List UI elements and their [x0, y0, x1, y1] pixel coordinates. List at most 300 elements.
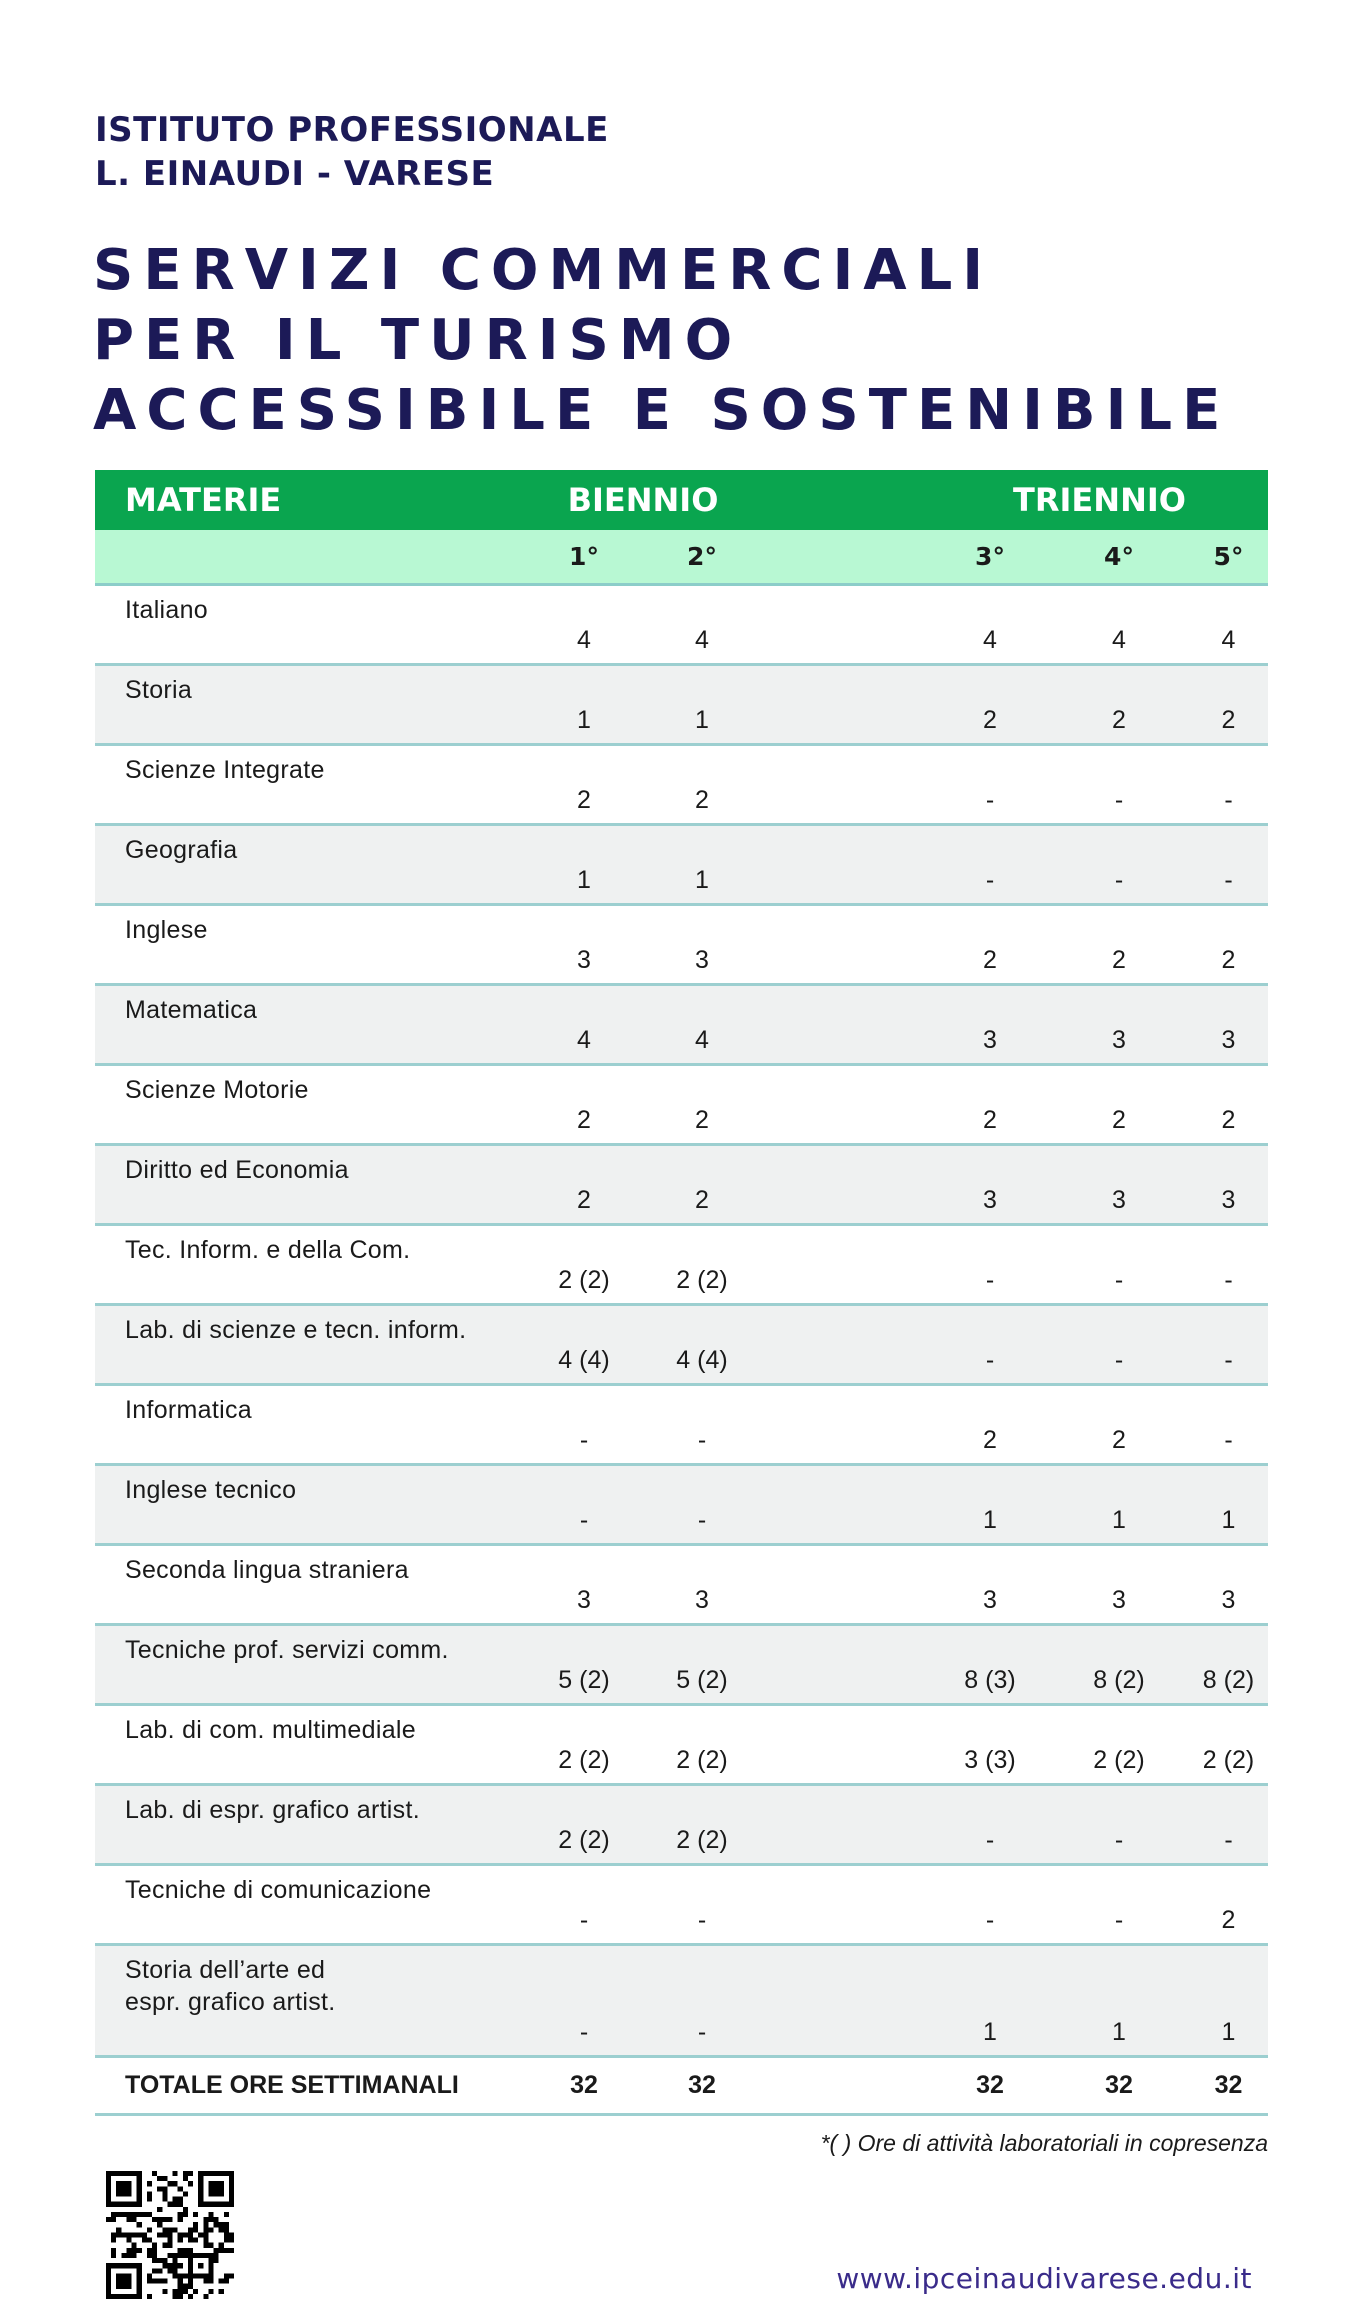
hours-cell: -	[697, 1506, 707, 1534]
qr-module	[219, 2227, 224, 2232]
hours-cell: 1	[577, 706, 591, 734]
qr-module	[183, 2232, 188, 2237]
hours-cell: 2	[1112, 1426, 1126, 1454]
qr-module	[126, 2253, 131, 2258]
hours-cell: 2 (2)	[558, 1746, 610, 1774]
hours-cell: 2	[695, 1186, 709, 1214]
qr-module	[132, 2253, 137, 2258]
hours-cell: -	[1114, 786, 1124, 814]
hours-cell: -	[1224, 866, 1233, 894]
hours-cell: 3	[577, 1586, 591, 1614]
qr-module	[173, 2268, 178, 2273]
qr-module	[167, 2253, 172, 2258]
subject-name: Geografia	[125, 836, 238, 864]
qr-module	[132, 2248, 137, 2253]
hours-cell: -	[985, 1266, 995, 1294]
qr-module	[178, 2232, 183, 2237]
qr-module	[162, 2217, 167, 2222]
qr-module	[193, 2212, 198, 2217]
qr-module	[126, 2212, 131, 2217]
qr-module	[126, 2248, 131, 2253]
subject-name: Inglese tecnico	[125, 1476, 297, 1504]
hours-cell: -	[1224, 1266, 1233, 1294]
hours-cell: -	[579, 1506, 589, 1534]
website-link[interactable]: www.ipceinaudivarese.edu.it	[836, 2262, 1252, 2295]
qr-module	[157, 2207, 162, 2212]
qr-module	[183, 2171, 188, 2176]
qr-module	[178, 2284, 183, 2289]
qr-module	[147, 2248, 152, 2253]
table-row	[95, 1466, 1268, 1546]
hours-cell: 2 (2)	[558, 1826, 610, 1854]
qr-module	[147, 2253, 152, 2258]
qr-module	[162, 2176, 167, 2181]
subject-name: Storia	[125, 676, 193, 704]
year-3: 3°	[975, 542, 1005, 571]
subject-name: Seconda lingua straniera	[125, 1556, 409, 1584]
year-1: 1°	[569, 542, 599, 571]
page-footer	[95, 2116, 1268, 2299]
qr-module	[203, 2227, 208, 2232]
qr-module	[173, 2253, 178, 2258]
qr-module	[178, 2253, 183, 2258]
qr-module	[224, 2212, 229, 2217]
qr-module	[157, 2222, 162, 2227]
hours-cell: 4	[695, 626, 709, 654]
qr-module	[152, 2279, 157, 2284]
hours-cell: -	[697, 1906, 707, 1934]
subject-name: Tec. Inform. e della Com.	[125, 1236, 411, 1264]
qr-module	[208, 2289, 213, 2294]
qr-module	[147, 2197, 152, 2202]
qr-module	[157, 2217, 162, 2222]
qr-module	[203, 2238, 208, 2243]
hours-cell: 3	[983, 1186, 997, 1214]
qr-module	[157, 2176, 162, 2181]
table-row	[95, 586, 1268, 666]
qr-module	[219, 2248, 224, 2253]
qr-module	[224, 2238, 229, 2243]
qr-module	[167, 2232, 172, 2237]
qr-module	[132, 2217, 137, 2222]
qr-module	[229, 2273, 234, 2278]
subject-name: Diritto ed Economia	[125, 1156, 349, 1184]
qr-module	[162, 2197, 167, 2202]
qr-module	[214, 2253, 219, 2258]
hours-cell: 5 (2)	[676, 1666, 728, 1694]
table-total-row	[95, 2058, 1268, 2116]
hours-cell: 3	[1112, 1586, 1126, 1614]
qr-module	[111, 2232, 116, 2237]
hours-cell: 4	[983, 626, 997, 654]
qr-module	[157, 2232, 162, 2237]
hours-cell: 1	[577, 866, 591, 894]
table-row	[95, 1946, 1268, 2058]
qr-module	[147, 2279, 152, 2284]
hours-cell: 2 (2)	[1202, 1746, 1255, 1774]
qr-module	[208, 2212, 213, 2217]
qr-module	[167, 2227, 172, 2232]
footnote: *( ) Ore di attività laboratoriali in copresenza	[820, 2130, 1268, 2156]
hours-cell: 2	[1112, 946, 1126, 974]
qr-module	[137, 2232, 142, 2237]
qr-module	[224, 2248, 229, 2253]
hours-cell: 2	[1221, 1106, 1236, 1134]
qr-module	[167, 2217, 172, 2222]
qr-module	[188, 2232, 193, 2237]
hours-cell: 4	[695, 1026, 709, 1054]
header-biennio: BIENNIO	[567, 481, 719, 519]
header-triennio: TRIENNIO	[1013, 481, 1186, 519]
qr-module	[173, 2273, 178, 2278]
institute-line-1: ISTITUTO PROFESSIONALE	[95, 110, 609, 150]
subject-name: Inglese	[125, 916, 208, 944]
table-row	[95, 1786, 1268, 1866]
subject-name-line: espr. grafico artist.	[125, 1988, 336, 2016]
hours-cell: 2	[577, 786, 591, 814]
qr-module	[111, 2248, 116, 2253]
header-materie: MATERIE	[125, 481, 282, 519]
qr-module	[214, 2248, 219, 2253]
table-row	[95, 1626, 1268, 1706]
qr-module	[178, 2263, 183, 2268]
hours-cell: 3	[1221, 1026, 1236, 1054]
hours-cell: -	[579, 1426, 589, 1454]
qr-module	[208, 2243, 213, 2248]
qr-module	[167, 2268, 172, 2273]
qr-module	[162, 2191, 167, 2196]
qr-module	[162, 2227, 167, 2232]
qr-module	[142, 2212, 147, 2217]
hours-cell: -	[985, 1906, 995, 1934]
year-5: 5°	[1213, 542, 1244, 571]
qr-module	[167, 2263, 172, 2268]
hours-cell: 4 (4)	[558, 1346, 610, 1374]
hours-cell: 1	[1221, 1506, 1236, 1534]
hours-cell: -	[579, 2018, 589, 2046]
qr-module	[132, 2243, 137, 2248]
qr-module	[147, 2181, 152, 2186]
qr-module	[183, 2253, 188, 2258]
hours-cell: 1	[983, 1506, 997, 1534]
hours-cell: 2	[1112, 1106, 1126, 1134]
qr-module	[116, 2232, 121, 2237]
hours-cell: 4	[1221, 626, 1236, 654]
qr-module	[203, 2294, 208, 2299]
qr-module	[137, 2222, 142, 2227]
qr-module	[219, 2222, 224, 2227]
qr-module	[167, 2181, 172, 2186]
hours-cell: 2	[983, 1426, 997, 1454]
hours-cell: -	[1114, 1266, 1124, 1294]
hours-cell: 4 (4)	[676, 1346, 728, 1374]
hours-cell: 2	[1221, 1906, 1236, 1934]
total-value: 32	[976, 2071, 1004, 2099]
qr-module	[173, 2171, 178, 2176]
qr-module	[183, 2289, 188, 2294]
hours-cell: 8 (2)	[1093, 1666, 1145, 1694]
table-header-row	[95, 470, 1268, 530]
hours-cell: -	[579, 1906, 589, 1934]
qr-module	[157, 2258, 162, 2263]
hours-cell: 2	[1221, 706, 1236, 734]
hours-cell: -	[985, 786, 995, 814]
qr-module	[137, 2212, 142, 2217]
qr-module	[162, 2263, 167, 2268]
qr-module	[203, 2232, 208, 2237]
qr-module	[152, 2243, 157, 2248]
qr-module	[178, 2289, 183, 2294]
hours-cell: 2	[983, 1106, 997, 1134]
qr-module	[157, 2186, 162, 2191]
qr-module	[178, 2279, 183, 2284]
qr-module	[126, 2217, 131, 2222]
hours-cell: 3	[983, 1586, 997, 1614]
qr-module	[178, 2273, 183, 2278]
hours-cell: 2	[695, 786, 709, 814]
qr-module	[173, 2289, 178, 2294]
hours-cell: 4	[1112, 626, 1126, 654]
qr-module	[219, 2243, 224, 2248]
hours-cell: 8 (2)	[1202, 1666, 1255, 1694]
qr-module	[188, 2238, 193, 2243]
qr-module	[162, 2243, 167, 2248]
hours-cell: 3	[695, 1586, 709, 1614]
qr-module	[178, 2217, 183, 2222]
qr-module	[193, 2289, 198, 2294]
qr-module	[183, 2191, 188, 2196]
qr-module	[116, 2212, 121, 2217]
subject-name: Lab. di espr. grafico artist.	[125, 1796, 420, 1824]
qr-module	[183, 2212, 188, 2217]
total-value: 32	[570, 2071, 598, 2099]
qr-module	[178, 2294, 183, 2299]
qr-module	[183, 2207, 188, 2212]
qr-module	[219, 2289, 224, 2294]
course-title-line-1: SERVIZI COMMERCIALI	[93, 238, 994, 303]
qr-module	[111, 2238, 116, 2243]
table-row	[95, 1706, 1268, 1786]
qr-module	[116, 2227, 121, 2232]
qr-module	[193, 2222, 198, 2227]
qr-module	[116, 2273, 131, 2288]
hours-cell: -	[1114, 1346, 1124, 1374]
qr-module	[162, 2279, 167, 2284]
qr-module	[188, 2171, 193, 2176]
subject-name: Scienze Motorie	[125, 1076, 309, 1104]
hours-cell: -	[985, 866, 995, 894]
qr-module	[178, 2238, 183, 2243]
qr-module	[152, 2171, 157, 2176]
qr-module	[121, 2232, 126, 2237]
hours-cell: 3	[1221, 1186, 1236, 1214]
qr-module	[132, 2212, 137, 2217]
hours-cell: -	[985, 1346, 995, 1374]
qr-module	[173, 2294, 178, 2299]
qr-module	[203, 2279, 208, 2284]
total-label: TOTALE ORE SETTIMANALI	[125, 2071, 459, 2099]
hours-cell: 2	[577, 1106, 591, 1134]
qr-module	[198, 2232, 203, 2237]
qr-module	[183, 2273, 188, 2278]
qr-module	[188, 2294, 193, 2299]
qr-module	[214, 2258, 219, 2263]
course-title	[93, 236, 1230, 446]
qr-module	[173, 2227, 178, 2232]
course-title-line-3: ACCESSIBILE E SOSTENIBILE	[93, 378, 1231, 443]
qr-module	[147, 2238, 152, 2243]
qr-module	[193, 2227, 198, 2232]
qr-module	[208, 2217, 213, 2222]
qr-module	[126, 2238, 131, 2243]
qr-module	[147, 2212, 152, 2217]
qr-module	[224, 2227, 229, 2232]
subject-name	[95, 1954, 525, 2018]
qr-module	[162, 2258, 167, 2263]
qr-module	[157, 2268, 162, 2273]
hours-cell: -	[1224, 786, 1233, 814]
qr-module	[111, 2217, 116, 2222]
qr-module	[152, 2248, 157, 2253]
hours-cell: -	[1114, 866, 1124, 894]
qr-code-icon[interactable]	[106, 2171, 234, 2299]
qr-module	[178, 2212, 183, 2217]
hours-cell: -	[985, 1826, 995, 1854]
hours-cell: 3	[577, 946, 591, 974]
qr-module	[229, 2238, 234, 2243]
qr-module	[178, 2202, 183, 2207]
hours-cell: 1	[1112, 2018, 1126, 2046]
qr-module	[198, 2263, 203, 2268]
hours-cell: -	[697, 1426, 707, 1454]
hours-cell: 3	[983, 1026, 997, 1054]
qr-module	[111, 2253, 116, 2258]
subject-name: Scienze Integrate	[125, 756, 325, 784]
qr-module	[147, 2294, 152, 2299]
qr-module	[224, 2222, 229, 2227]
qr-module	[167, 2202, 172, 2207]
qr-module	[152, 2253, 157, 2258]
hours-cell: 1	[983, 2018, 997, 2046]
qr-module	[162, 2289, 167, 2294]
qr-module	[224, 2279, 229, 2284]
qr-module	[208, 2227, 213, 2232]
qr-module	[162, 2232, 167, 2237]
qr-module	[214, 2222, 219, 2227]
qr-module	[178, 2186, 183, 2191]
table-row	[95, 1146, 1268, 1226]
hours-cell: 3	[1112, 1026, 1126, 1054]
subject-name: Informatica	[125, 1396, 252, 1424]
year-4: 4°	[1104, 542, 1134, 571]
hours-cell: 5 (2)	[558, 1666, 610, 1694]
qr-module	[162, 2186, 167, 2191]
table-row	[95, 666, 1268, 746]
subject-name: Lab. di scienze e tecn. inform.	[125, 1316, 467, 1344]
hours-cell: 4	[577, 1026, 591, 1054]
course-title-line-2: PER IL TURISMO	[93, 308, 743, 373]
qr-module	[203, 2217, 208, 2222]
qr-module	[183, 2284, 188, 2289]
hours-cell: 1	[695, 706, 709, 734]
table-body	[95, 586, 1268, 2058]
qr-module	[152, 2217, 157, 2222]
table-row	[95, 1546, 1268, 1626]
qr-module	[203, 2243, 208, 2248]
qr-module	[147, 2191, 152, 2196]
table-row	[95, 826, 1268, 906]
qr-module	[173, 2197, 178, 2202]
hours-cell: 1	[1221, 2018, 1236, 2046]
qr-module	[183, 2176, 188, 2181]
hours-cell: 2	[983, 706, 997, 734]
hours-cell: 2 (2)	[1093, 1746, 1145, 1774]
subject-name: Lab. di com. multimediale	[125, 1716, 416, 1744]
qr-module	[178, 2197, 183, 2202]
qr-module	[121, 2212, 126, 2217]
hours-cell: 3 (3)	[964, 1746, 1016, 1774]
hours-cell: 2 (2)	[558, 1266, 610, 1294]
table-row	[95, 986, 1268, 1066]
hours-cell: 3	[695, 946, 709, 974]
qr-module	[142, 2238, 147, 2243]
table-row	[95, 1226, 1268, 1306]
total-value: 32	[1214, 2071, 1243, 2099]
qr-module	[132, 2232, 137, 2237]
qr-module	[152, 2268, 157, 2273]
total-value: 32	[688, 2071, 716, 2099]
qr-module	[203, 2222, 208, 2227]
qr-module	[214, 2217, 219, 2222]
hours-cell: 3	[1221, 1586, 1236, 1614]
qr-module	[188, 2279, 193, 2284]
footer-bar	[95, 2171, 1268, 2299]
subject-name: Matematica	[125, 996, 258, 1024]
hours-cell: 2	[983, 946, 997, 974]
qr-module	[147, 2227, 152, 2232]
hours-cell: 2	[577, 1186, 591, 1214]
qr-module	[173, 2181, 178, 2186]
qr-module	[219, 2279, 224, 2284]
qr-module	[126, 2232, 131, 2237]
hours-cell: -	[1224, 1426, 1233, 1454]
qr-module	[121, 2253, 126, 2258]
qr-module	[173, 2258, 178, 2263]
qr-module	[167, 2243, 172, 2248]
table-row	[95, 1386, 1268, 1466]
qr-module	[116, 2181, 131, 2196]
qr-module	[173, 2263, 178, 2268]
qr-module	[224, 2232, 229, 2237]
table-row	[95, 1866, 1268, 1946]
total-value: 32	[1105, 2071, 1133, 2099]
table-row	[95, 1306, 1268, 1386]
hours-cell: 3	[1112, 1186, 1126, 1214]
year-2: 2°	[687, 542, 717, 571]
hours-cell: 8 (3)	[964, 1666, 1016, 1694]
table-row	[95, 1066, 1268, 1146]
qr-module	[208, 2279, 213, 2284]
subject-name: Tecniche di comunicazione	[125, 1876, 432, 1904]
hours-cell: 1	[1112, 1506, 1126, 1534]
qr-module	[229, 2232, 234, 2237]
qr-module	[157, 2279, 162, 2284]
hours-cell: 2	[1221, 946, 1236, 974]
qr-module	[188, 2227, 193, 2232]
institute-line-2: L. EINAUDI - VARESE	[95, 154, 495, 194]
hours-cell: -	[1224, 1346, 1233, 1374]
hours-cell: -	[1224, 1826, 1233, 1854]
